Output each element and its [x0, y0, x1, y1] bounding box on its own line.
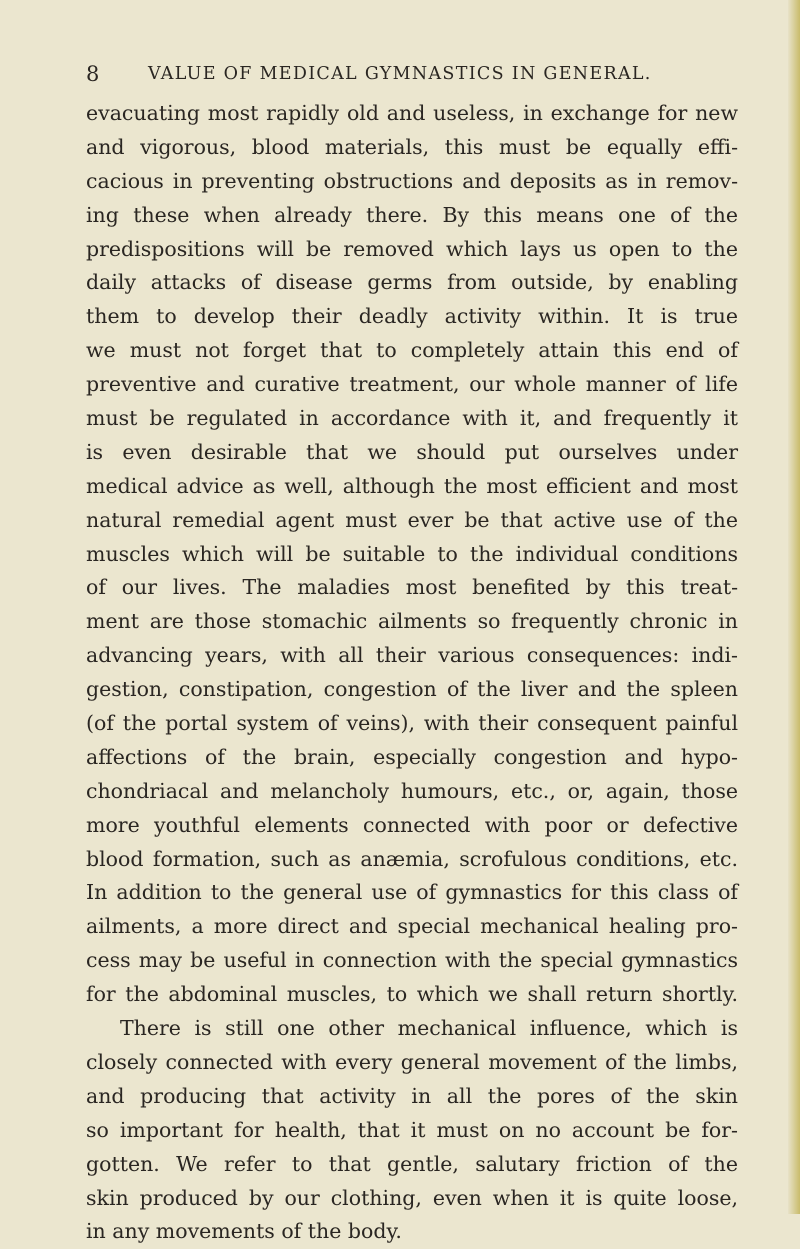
- page-edge: [788, 0, 800, 1214]
- text-line: chondriacal and melancholy humours, etc., or, again, those: [86, 778, 738, 803]
- text-line: blood formation, such as anæmia, scrofulous conditions, etc.: [86, 846, 738, 871]
- text-line: for the abdominal muscles, to which we shall return shortly.: [86, 982, 738, 1007]
- text-line: daily attacks of disease germs from outside, by enabling: [86, 270, 738, 295]
- text-line: and vigorous, blood materials, this must be equally effi-: [86, 134, 738, 159]
- text-line: affections of the brain, especially congestion and hypo-: [86, 744, 738, 769]
- text-line: gestion, constipation, congestion of the liver and the spleen: [86, 677, 738, 702]
- text-line: advancing years, with all their various consequences: indi-: [86, 643, 738, 668]
- text-line: preventive and curative treatment, our whole manner of life: [86, 372, 738, 397]
- body-text: [86, 97, 738, 1249]
- text-line: gotten. We refer to that gentle, salutary friction of the: [86, 1151, 738, 1176]
- page-header: [86, 60, 686, 88]
- text-line: cess may be useful in connection with the special gymnastics: [86, 948, 738, 973]
- text-line: them to develop their deadly activity within. It is true: [86, 304, 738, 329]
- text-line: ing these when already there. By this means one of the: [86, 202, 738, 227]
- text-line: muscles which will be suitable to the individual conditions: [86, 541, 738, 566]
- text-line: so important for health, that it must on no account be for-: [86, 1117, 738, 1142]
- text-line: we must not forget that to completely attain this end of: [86, 338, 738, 363]
- text-line: and producing that activity in all the pores of the skin: [86, 1083, 738, 1108]
- text-line: predispositions will be removed which lays us open to the: [86, 236, 738, 261]
- text-line: of our lives. The maladies most benefited by this treat-: [86, 575, 738, 600]
- text-line: cacious in preventing obstructions and deposits as in remov-: [86, 168, 738, 193]
- text-line: ailments, a more direct and special mechanical healing pro-: [86, 914, 738, 939]
- text-line: evacuating most rapidly old and useless, in exchange for new: [86, 101, 738, 125]
- text-line: ment are those stomachic ailments so frequently chronic in: [86, 609, 738, 634]
- text-line: (of the portal system of veins), with their consequent painful: [86, 711, 738, 736]
- page-number: 8: [86, 62, 100, 86]
- text-line: more youthful elements connected with poor or defective: [86, 812, 738, 837]
- text-line: There is still one other mechanical influence, which is: [120, 1016, 738, 1041]
- running-title: VALUE OF MEDICAL GYMNASTICS IN GENERAL.: [148, 64, 652, 84]
- text-line: must be regulated in accordance with it, and frequently it: [86, 406, 738, 431]
- text-line: closely connected with every general movement of the limbs,: [86, 1049, 738, 1074]
- text-line: in any movements of the body.: [86, 1219, 402, 1244]
- text-line: is even desirable that we should put ourselves under: [86, 439, 738, 464]
- text-line: In addition to the general use of gymnastics for this class of: [86, 880, 738, 905]
- text-line: skin produced by our clothing, even when it is quite loose,: [86, 1185, 738, 1210]
- text-line: natural remedial agent must ever be that active use of the: [86, 507, 738, 532]
- text-line: medical advice as well, although the most efficient and most: [86, 473, 738, 498]
